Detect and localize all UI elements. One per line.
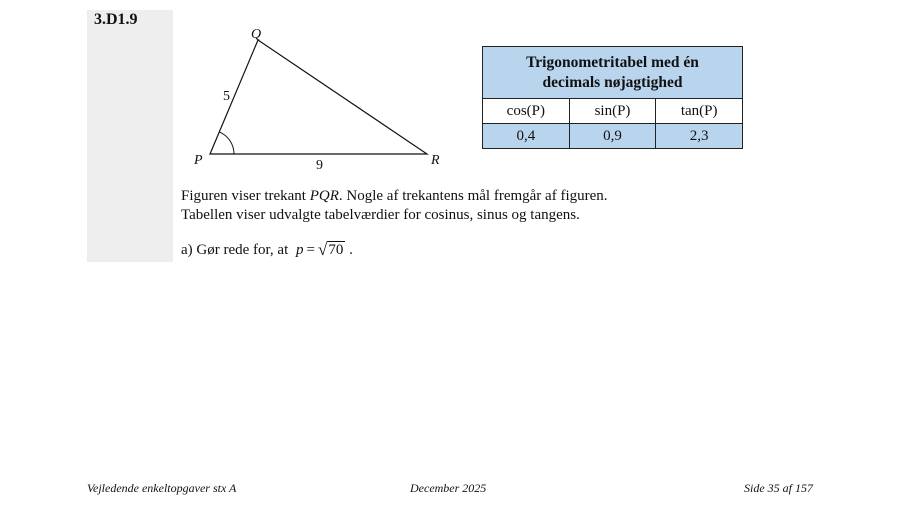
question-a-label: a) Gør rede for, at xyxy=(181,242,289,258)
triangle-figure xyxy=(190,24,450,174)
table-header-tan: tan(P) xyxy=(656,99,743,124)
trig-table-title: Trigonometritabel med én decimals nøjagtighed xyxy=(483,47,743,99)
table-value-cos: 0,4 xyxy=(483,124,570,149)
question-a: a) Gør rede for, at p = √70 . xyxy=(181,240,353,259)
side-label-pr: 9 xyxy=(316,158,323,173)
footer-page-number: Side 35 af 157 xyxy=(744,481,813,495)
vertex-label-p: P xyxy=(194,153,203,168)
triangle-pqr xyxy=(210,40,427,154)
task-sidebar xyxy=(87,10,173,262)
table-value-sin: 0,9 xyxy=(569,124,656,149)
square-root: √70 xyxy=(317,240,344,259)
vertex-label-q: Q xyxy=(251,27,262,42)
question-formula: p = √70 xyxy=(296,240,344,259)
table-header-cos: cos(P) xyxy=(483,99,570,124)
description-line-1: Figuren viser trekant PQR. Nogle af trekantens mål fremgår af figuren. xyxy=(181,188,608,204)
footer-date: December 2025 xyxy=(410,481,487,495)
task-description xyxy=(181,187,608,225)
trig-table xyxy=(482,46,743,149)
task-number: 3.D1.9 xyxy=(94,11,138,28)
angle-p-arc xyxy=(219,132,234,154)
table-header-sin: sin(P) xyxy=(569,99,656,124)
table-value-tan: 2,3 xyxy=(656,124,743,149)
vertex-label-r: R xyxy=(431,153,440,168)
footer-title: Vejledende enkeltopgaver stx A xyxy=(87,481,237,495)
description-line-2: Tabellen viser udvalgte tabelværdier for cosinus, sinus og tangens. xyxy=(181,207,580,223)
side-label-pq: 5 xyxy=(223,89,230,104)
